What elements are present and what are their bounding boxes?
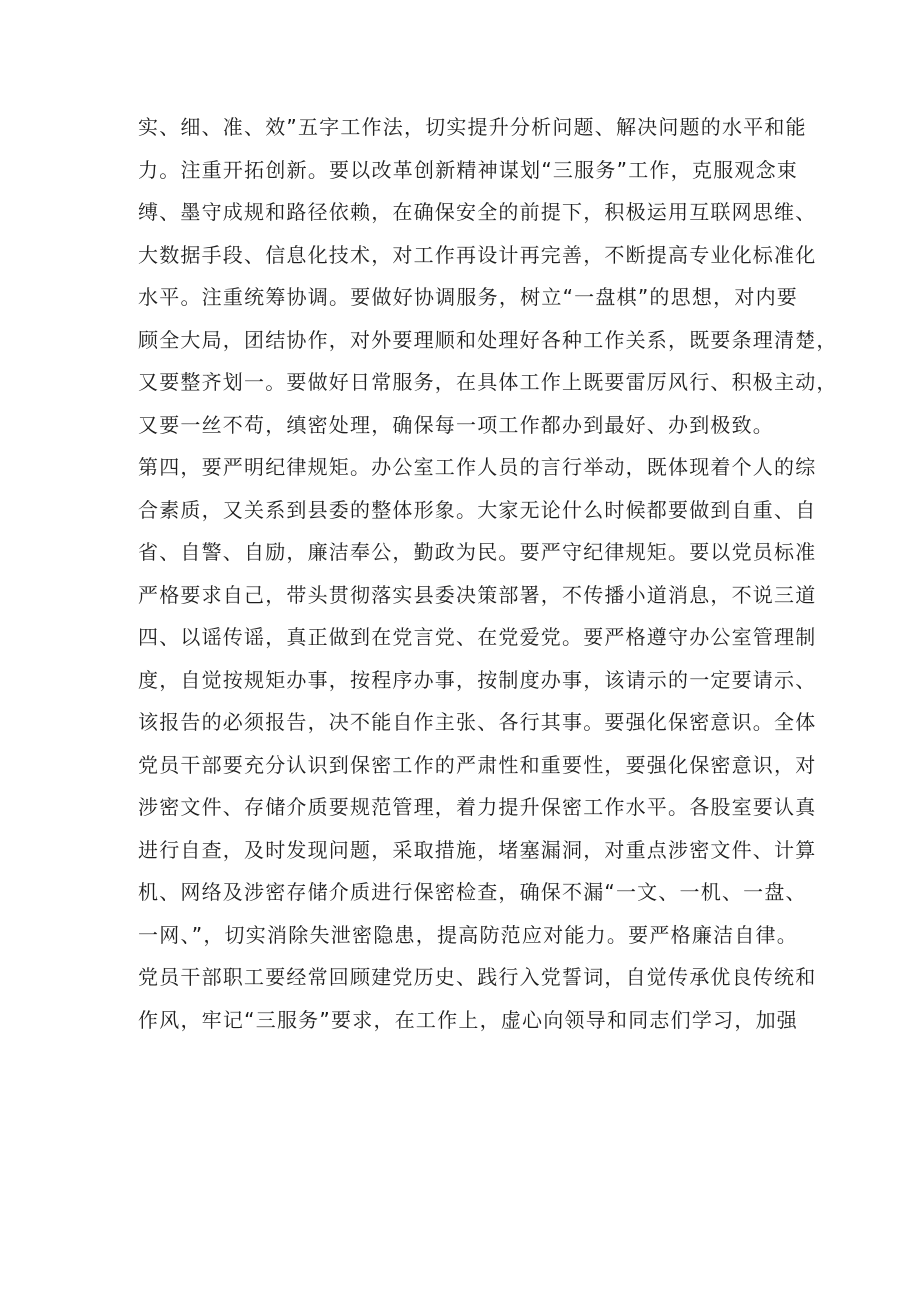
text-line: 实、细、准、效”五字工作法，切实提升分析问题、解决问题的水平和能 — [138, 115, 807, 139]
text-line: 缚、墨守成规和路径依赖，在确保安全的前提下，积极运用互联网思维、 — [138, 200, 817, 224]
paragraph-end-line: 又要一丝不苟，缜密处理，确保每一项工作都办到最好、办到极致。 — [138, 412, 774, 437]
text-line: 一网、”，切实消除失泄密隐患，提高防范应对能力。要严格廉洁自律。 — [138, 922, 798, 947]
body-text — [138, 106, 838, 1041]
text-line: 顾全大局，团结协作，对外要理顺和处理好各种工作关系，既要条理清楚， — [138, 327, 838, 352]
text-line: 作风，牢记“三服务”要求，在工作上，虚心向领导和同志们学习，加强 — [138, 1007, 798, 1032]
text-line: 党员干部要充分认识到保密工作的严肃性和重要性，要强化保密意识，对 — [138, 752, 817, 777]
text-line: 大数据手段、信息化技术，对工作再设计再完善，不断提高专业化标准化 — [138, 242, 817, 267]
text-line: 水平。注重统筹协调。要做好协调服务，树立“一盘棋”的思想，对内要 — [138, 285, 798, 309]
text-line: 严格要求自己，带头贯彻落实县委决策部署，不传播小道消息，不说三道 — [138, 582, 817, 607]
text-line: 该报告的必须报告，决不能自作主张、各行其事。要强化保密意识。全体 — [138, 710, 817, 734]
text-line: 省、自警、自励，廉洁奉公，勤政为民。要严守纪律规矩。要以党员标准 — [138, 540, 817, 564]
text-line: 四、以谣传谣，真正做到在党言党、在党爱党。要严格遵守办公室管理制 — [138, 625, 817, 649]
text-line: 机、网络及涉密存储介质进行保密检查，确保不漏“一文、一机、一盘、 — [138, 880, 807, 904]
text-line: 力。注重开拓创新。要以改革创新精神谋划“三服务”工作，克服观念束 — [138, 157, 798, 182]
text-line: 合素质，又关系到县委的整体形象。大家无论什么时候都要做到自重、自 — [138, 497, 817, 522]
text-line: 涉密文件、存储介质要规范管理，着力提升保密工作水平。各股室要认真 — [138, 795, 817, 819]
text-line: 党员干部职工要经常回顾建党历史、践行入党誓词，自觉传承优良传统和 — [138, 965, 817, 989]
text-line: 又要整齐划一。要做好日常服务，在具体工作上既要雷厉风行、积极主动， — [138, 370, 838, 394]
text-line: 进行自查，及时发现问题，采取措施，堵塞漏洞，对重点涉密文件、计算 — [138, 837, 817, 862]
paragraph-start-line: 第四，要严明纪律规矩。办公室工作人员的言行举动，既体现着个人的综 — [138, 455, 817, 479]
text-line: 度，自觉按规矩办事，按程序办事，按制度办事，该请示的一定要请示、 — [138, 667, 817, 692]
